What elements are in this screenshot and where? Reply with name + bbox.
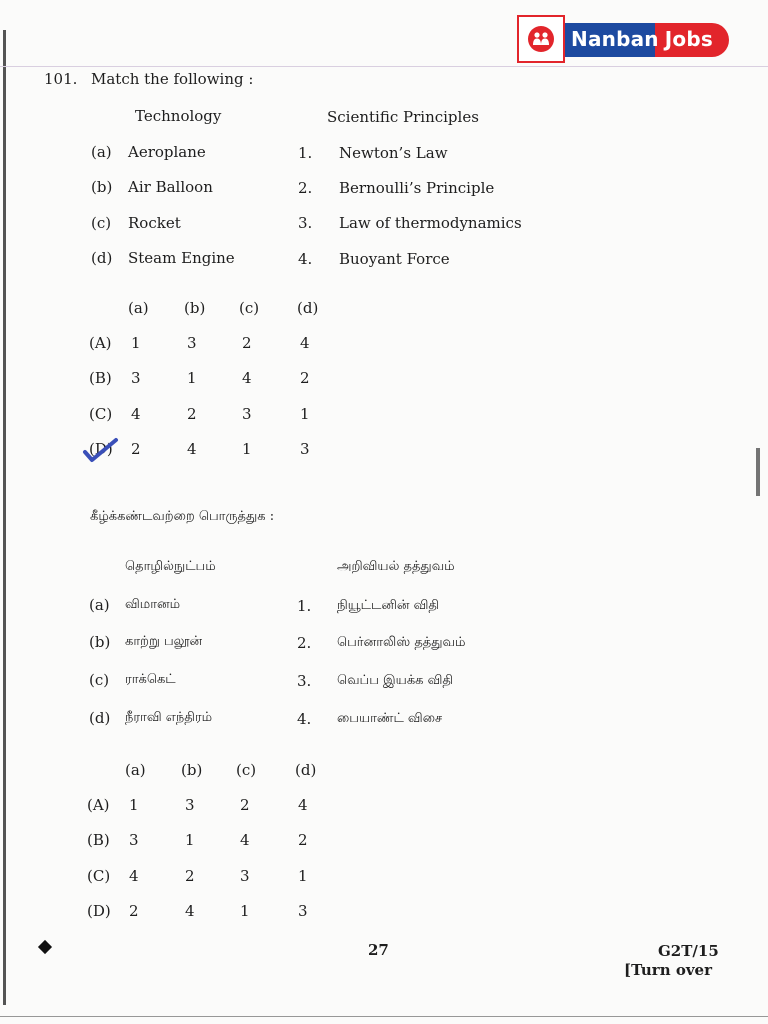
option-value: 1 [240, 902, 250, 920]
option-label: (A) [87, 796, 110, 814]
footer-rule [0, 1016, 768, 1017]
column-header-principles: Scientific Principles [327, 108, 479, 126]
people-icon [528, 26, 554, 52]
option-value: 3 [129, 831, 139, 849]
logo-word-nanban: Nanban [571, 27, 659, 51]
option-value: 1 [300, 405, 310, 423]
item-label: (b) [91, 178, 113, 196]
item-text: Steam Engine [128, 249, 235, 267]
item-text: Air Balloon [128, 178, 213, 196]
option-col-c: (c) [239, 299, 260, 317]
option-label: (B) [89, 369, 112, 387]
principle-text-ta: நியூட்டனின் விதி [337, 598, 440, 613]
logo-word-jobs: Jobs [664, 27, 713, 51]
item-text-ta: காற்று பலூன் [125, 634, 203, 649]
item-label: (d) [91, 249, 113, 267]
principle-text-ta: வெப்ப இயக்க விதி [337, 673, 454, 688]
answer-tick-icon [82, 436, 122, 464]
option-label: (D) [87, 902, 111, 920]
option-label: (D) [89, 440, 113, 458]
option-value: 3 [187, 334, 197, 352]
option-col-b: (b) [184, 299, 206, 317]
principle-text: Buoyant Force [339, 250, 450, 268]
option-value: 3 [298, 902, 308, 920]
option-value: 4 [298, 796, 308, 814]
question-number: 101. [44, 70, 78, 88]
option-label: (C) [87, 867, 111, 885]
option-value: 2 [129, 902, 139, 920]
option-value: 2 [242, 334, 252, 352]
option-value: 2 [300, 369, 310, 387]
option-value: 4 [131, 405, 141, 423]
option-value: 2 [131, 440, 141, 458]
option-value: 4 [242, 369, 252, 387]
principle-num: 3. [297, 672, 312, 690]
scan-right-mark [756, 448, 760, 496]
column-header-technology-ta: தொழில்நுட்பம் [125, 559, 216, 574]
principle-num: 4. [297, 710, 312, 728]
option-value: 4 [240, 831, 250, 849]
item-text: Rocket [128, 214, 181, 232]
question-prompt-ta: கீழ்க்கண்டவற்றை பொருத்துக : [90, 509, 275, 524]
option-value: 2 [240, 796, 250, 814]
nanban-jobs-logo [517, 15, 729, 63]
item-label: (d) [89, 709, 111, 727]
page-number: 27 [368, 941, 389, 959]
column-header-principles-ta: அறிவியல் தத்துவம் [337, 559, 455, 574]
option-value: 3 [240, 867, 250, 885]
option-col-b: (b) [181, 761, 203, 779]
option-value: 1 [131, 334, 141, 352]
item-label: (b) [89, 633, 111, 651]
principle-text-ta: பெர்னாலிஸ் தத்துவம் [337, 635, 466, 650]
option-value: 4 [185, 902, 195, 920]
item-text-ta: நீராவி எந்திரம் [125, 710, 213, 725]
option-value: 2 [298, 831, 308, 849]
option-value: 2 [187, 405, 197, 423]
option-label: (A) [89, 334, 112, 352]
option-col-d: (d) [295, 761, 317, 779]
option-label: (B) [87, 831, 110, 849]
option-col-a: (a) [125, 761, 146, 779]
item-text-ta: விமானம் [125, 597, 181, 612]
option-value: 4 [129, 867, 139, 885]
diamond-icon [38, 940, 52, 954]
question-prompt-en: Match the following : [91, 70, 254, 88]
turn-over: [Turn over [624, 961, 712, 979]
principle-num: 1. [298, 144, 313, 162]
option-col-a: (a) [128, 299, 149, 317]
option-value: 4 [187, 440, 197, 458]
option-value: 1 [298, 867, 308, 885]
option-col-d: (d) [297, 299, 319, 317]
option-value: 1 [129, 796, 139, 814]
principle-num: 4. [298, 250, 313, 268]
principle-num: 1. [297, 597, 312, 615]
option-label: (C) [89, 405, 113, 423]
logo-box [517, 15, 565, 63]
item-text-ta: ராக்கெட் [125, 672, 176, 687]
option-value: 3 [242, 405, 252, 423]
logo-text [571, 27, 719, 55]
principle-num: 3. [298, 214, 313, 232]
principle-text: Law of thermodynamics [339, 214, 522, 232]
principle-text: Bernoulli’s Principle [339, 179, 495, 197]
option-value: 3 [185, 796, 195, 814]
item-label: (c) [89, 671, 110, 689]
item-label: (a) [91, 143, 112, 161]
item-label: (a) [89, 596, 110, 614]
option-value: 3 [300, 440, 310, 458]
option-value: 3 [131, 369, 141, 387]
item-label: (c) [91, 214, 112, 232]
item-text: Aeroplane [128, 143, 206, 161]
principle-num: 2. [297, 634, 312, 652]
option-col-c: (c) [236, 761, 257, 779]
header-rule [0, 66, 768, 67]
scan-left-edge [3, 30, 6, 1005]
option-value: 4 [300, 334, 310, 352]
column-header-technology: Technology [135, 107, 222, 125]
option-value: 2 [185, 867, 195, 885]
paper-code: G2T/15 [658, 942, 719, 960]
principle-text: Newton’s Law [339, 144, 448, 162]
principle-num: 2. [298, 179, 313, 197]
option-value: 1 [187, 369, 197, 387]
option-value: 1 [242, 440, 252, 458]
principle-text-ta: பையாண்ட் விசை [337, 711, 443, 726]
option-value: 1 [185, 831, 195, 849]
